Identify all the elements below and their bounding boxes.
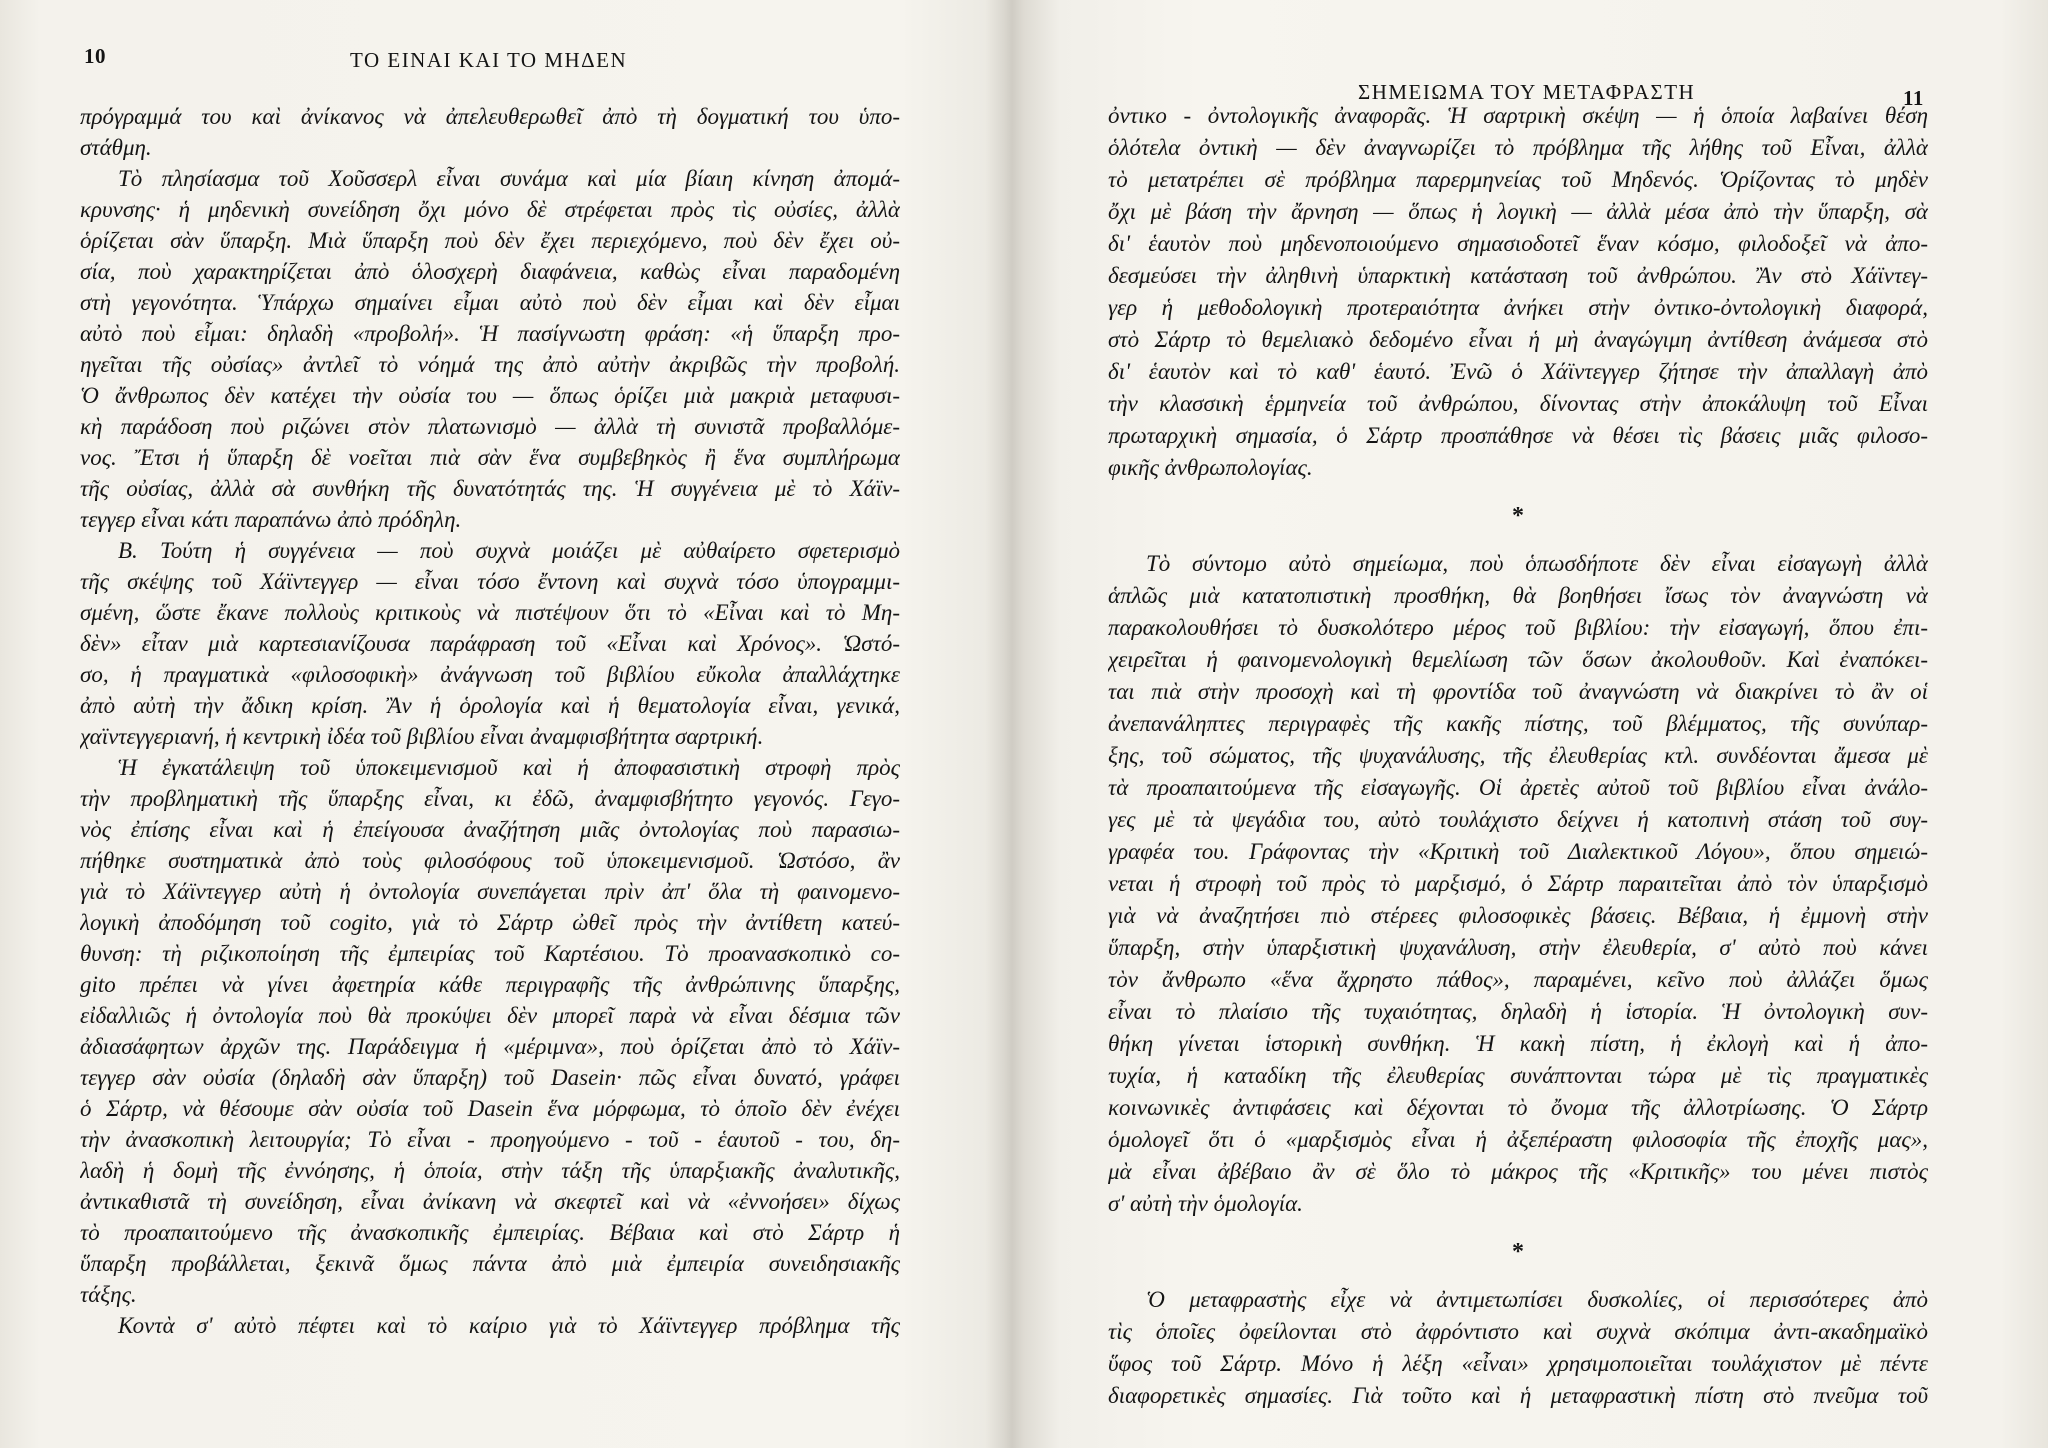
text-line: νὸς ἐπίσης εἶναι καὶ ἡ ἐπείγουσα ἀναζήτηση μιᾶς ὀντολογίας ποὺ παρασιω-: [80, 817, 900, 842]
text-line: γες μὲ τὰ ψεγάδια του, αὐτὸ τουλάχιστο δείχνει ἡ κατοπινὴ στάση τοῦ συγ-: [1108, 807, 1928, 832]
section-separator: *: [1512, 1239, 1524, 1265]
text-line: στὴ γεγονότητα. Ὑπάρχω σημαίνει εἶμαι αὐτὸ ποὺ δὲν εἶμαι καὶ δὲν εἶμαι: [80, 290, 900, 315]
body-text: [80, 101, 900, 1341]
text-line: ηγεῖται τῆς οὐσίας» ἀντλεῖ τὸ νόημά της ἀπὸ αὐτὴν ἀκριβῶς τὴν προβολή.: [80, 352, 900, 377]
text-line: νεται ἡ στροφὴ τοῦ πρὸς τὸ μαρξισμό, ὁ Σάρτρ παραιτεῖται ἀπὸ τὸν ὑπαρξισμὸ: [1108, 871, 1928, 896]
text-line: ται πιὰ στὴν προσοχὴ καὶ τὴ φροντίδα τοῦ ἀναγνώστη νὰ διακρίνει τὸ ἂν οἱ: [1108, 679, 1928, 704]
text-line: σία, ποὺ χαρακτηρίζεται ἀπὸ ὁλοσχερὴ διαφάνεια, καθὼς εἶναι παραδομένη: [80, 259, 900, 284]
text-line: σ' αὐτὴ τὴν ὁμολογία.: [1108, 1191, 1303, 1216]
text-line: ὕφος τοῦ Σάρτρ. Μόνο ἡ λέξη «εἶναι» χρησιμοποιεῖται τουλάχιστον μὲ πέντε: [1108, 1351, 1928, 1376]
text-line: τὴν ἀνασκοπικὴ λειτουργία; Τὸ εἶναι - προηγούμενο - τοῦ - ἑαυτοῦ - του, δη-: [80, 1127, 900, 1152]
text-line: ὕπαρξη προβάλλεται, ξεκινᾶ ὅμως πάντα ἀπὸ μιὰ ἐμπειρία συνειδησιακῆς: [80, 1251, 900, 1276]
text-line: gito πρέπει νὰ γίνει ἀφετηρία κάθε περιγραφῆς τῆς ἀνθρώπινης ὕπαρξης,: [80, 972, 900, 997]
text-line: σμένη, ὥστε ἔκανε πολλοὺς κριτικοὺς νὰ πιστέψουν ὅτι τὸ «Εἶναι καὶ τὸ Μη-: [80, 600, 900, 625]
text-line: τῆς σκέψης τοῦ Χάϊντεγγερ — εἶναι τόσο ἔντονη καὶ συχνὰ τόσο ὑπογραμμι-: [80, 569, 900, 594]
running-head: ΤΟ ΕΙΝΑΙ ΚΑΙ ΤΟ ΜΗΔΕΝ: [350, 48, 628, 72]
text-line: στάθμη.: [80, 135, 152, 160]
text-line: τὸ μετατρέπει σὲ πρόβλημα παρερμηνείας τοῦ Μηδενός. Ὁρίζοντας τὸ μηδὲν: [1108, 167, 1928, 192]
text-line: λογικὴ ἀποδόμηση τοῦ cogito, γιὰ τὸ Σάρτρ ὠθεῖ πρὸς τὴν ἀντίθετη κατεύ-: [80, 910, 900, 935]
text-line: εἰδαλλιῶς ἡ ὀντολογία ποὺ θὰ προκύψει δὲν μπορεῖ παρὰ νὰ εἶναι δέσμια τῶν: [80, 1003, 900, 1028]
text-line: νος. Ἔτσι ἡ ὕπαρξη δὲ νοεῖται πιὰ σὰν ἕνα συμβεβηκὸς ἢ ἕνα συμπλήρωμα: [80, 445, 900, 470]
text-line: γραφέα του. Γράφοντας τὴν «Κριτικὴ τοῦ Διαλεκτικοῦ Λόγου», ὅπου σημειώ-: [1108, 839, 1928, 864]
text-line: πήθηκε συστηματικὰ ἀπὸ τοὺς φιλοσόφους τοῦ ὑποκειμενισμοῦ. Ὡστόσο, ἂν: [80, 848, 900, 873]
text-line: παρακολουθήσει τὸ δυσκολότερο μέρος τοῦ βιβλίου: τὴν εἰσαγωγή, ὅπου ἐπι-: [1108, 615, 1928, 640]
running-head: ΣΗΜΕΙΩΜΑ ΤΟΥ ΜΕΤΑΦΡΑΣΤΗ: [1358, 80, 1696, 104]
text-line: ἀντικαθιστᾶ τὴ συνείδηση, εἶναι ἀνίκανη νὰ σκεφτεῖ καὶ νὰ «ἐννοήσει» δίχως: [80, 1189, 900, 1214]
text-line: κοινωνικὲς ἀντιφάσεις καὶ δέχονται τὸ ὄνομα τῆς ἀλλοτρίωσης. Ὁ Σάρτρ: [1108, 1095, 1928, 1120]
body-text: [1108, 100, 1928, 1412]
text-line: φικῆς ἀνθρωπολογίας.: [1108, 455, 1313, 480]
text-line: δι' ἑαυτὸν καὶ τὸ καθ' ἑαυτό. Ἐνῶ ὁ Χάϊντεγγερ ζήτησε τὴν ἀπαλλαγὴ ἀπὸ: [1108, 359, 1928, 384]
text-line: τυχία, ἡ καταδίκη τῆς ἐλευθερίας συνάπτονται τώρα μὲ τὶς πραγματικὲς: [1108, 1063, 1928, 1088]
text-line: τὰ προαπαιτούμενα τῆς εἰσαγωγῆς. Οἱ ἀρετὲς αὐτοῦ τοῦ βιβλίου εἶναι ἀνάλο-: [1108, 775, 1928, 800]
text-line: ξης, τοῦ σώματος, τῆς ψυχανάλυσης, τῆς ἐλευθερίας κτλ. συνδέονται ἄμεσα μὲ: [1108, 743, 1928, 768]
text-line: μὰ εἶναι ἀβέβαιο ἂν σὲ ὅλο τὸ μάκρος τῆς «Κριτικῆς» του μένει πιστὸς: [1108, 1159, 1928, 1184]
text-line: κὴ παράδοση ποὺ ριζώνει στὸν πλατωνισμὸ — ἀλλὰ τὴ συνιστᾶ προβαλλόμε-: [80, 414, 900, 439]
text-line: πρόγραμμά του καὶ ἀνίκανος νὰ ἀπελευθερωθεῖ ἀπὸ τὴ δογματική του ὑπο-: [80, 104, 900, 129]
text-line: ὁρίζεται σὰν ὕπαρξη. Μιὰ ὕπαρξη ποὺ δὲν ἔχει περιεχόμενο, ποὺ δὲν ἔχει οὐ-: [80, 228, 900, 253]
paragraph: [1108, 548, 1928, 1220]
text-line: ὁλότελα ὀντικὴ — δὲν ἀναγνωρίζει τὸ πρόβλημα τῆς λήθης τοῦ Εἶναι, ἀλλὰ: [1108, 135, 1928, 160]
text-line: κρυνσης· ἡ μηδενικὴ συνείδηση ὄχι μόνο δὲ στρέφεται πρὸς τὶς οὐσίες, ἀλλὰ: [80, 197, 900, 222]
text-line: λαδὴ ἡ δομὴ τῆς ἐννόησης, ἡ ὁποία, στὴν τάξη τῆς ὑπαρξιακῆς ἀναλυτικῆς,: [80, 1158, 900, 1183]
text-line: ἀδιασάφητων ἀρχῶν της. Παράδειγμα ἡ «μέριμνα», ποὺ ὁρίζεται ἀπὸ τὸ Χάϊν-: [80, 1034, 900, 1059]
text-line: τῆς οὐσίας, ἀλλὰ σὰ συνθήκη τῆς δυνατότητάς της. Ἡ συγγένεια μὲ τὸ Χάϊν-: [80, 476, 900, 501]
text-line: γιὰ τὸ Χάϊντεγγερ αὐτὴ ἡ ὀντολογία συνεπάγεται πρὶν ἀπ' ὅλα τὴ φαινομενο-: [80, 879, 900, 904]
text-line: ἀνεπανάληπτες περιγραφὲς τῆς κακῆς πίστης, τοῦ βλέμματος, τῆς συνύπαρ-: [1108, 711, 1928, 736]
text-line: χειρεῖται ἡ φαινομενολογικὴ θεμελίωση τῶν ὅσων ἀκολουθοῦν. Καὶ ἐναπόκει-: [1108, 647, 1928, 672]
text-line: τάξης.: [80, 1282, 137, 1307]
text-line: ἁπλῶς μιὰ κατατοπιστικὴ προσθήκη, θὰ βοηθήσει ἴσως τὸν ἀναγνώστη νὰ: [1108, 583, 1928, 608]
text-line: ὁμολογεῖ ὅτι ὁ «μαρξισμὸς εἶναι ἡ ἀξεπέραστη φιλοσοφία τῆς ἐποχῆς μας»,: [1108, 1127, 1928, 1152]
paragraph: [1108, 1284, 1928, 1412]
text-line: δι' ἑαυτὸν ποὺ μηδενοποιούμενο σημασιοδοτεῖ ἕναν κόσμο, φιλοδοξεῖ νὰ ἀπο-: [1108, 231, 1928, 256]
text-line: Ἡ ἐγκατάλειψη τοῦ ὑποκειμενισμοῦ καὶ ἡ ἀποφασιστικὴ στροφὴ πρὸς: [118, 755, 900, 780]
text-line: Β. Τούτη ἡ συγγένεια — ποὺ συχνὰ μοιάζει μὲ αὐθαίρετο σφετερισμὸ: [118, 538, 900, 563]
text-line: τὶς ὁποῖες ὀφείλονται στὸ ἀφρόντιστο καὶ συχνὰ σκόπιμα ἀντι-ακαδημαϊκὸ: [1108, 1319, 1928, 1344]
text-line: ὁ Σάρτρ, νὰ θέσουμε σὰν οὐσία τοῦ Dasein ἕνα μόρφωμα, τὸ ὁποῖο δὲν ἐνέχει: [80, 1096, 900, 1121]
text-line: στὸ Σάρτρ τὸ θεμελιακὸ δεδομένο εἶναι ἡ μὴ ἀναγώγιμη ἀντίθεση ἀνάμεσα στὸ: [1108, 327, 1928, 352]
page-number: 10: [84, 44, 106, 68]
text-line: ὀντικο - ὀντολογικῆς ἀναφορᾶς. Ἡ σαρτρικὴ σκέψη — ἡ ὁποία λαβαίνει θέση: [1108, 103, 1928, 128]
paragraph: [80, 101, 900, 163]
text-line: τὴν κλασσικὴ ἑρμηνεία τοῦ ἀνθρώπου, δίνοντας στὴν ἀποκάλυψη τοῦ Εἶναι: [1108, 391, 1928, 416]
text-line: ὕπαρξη, στὴν ὑπαρξιστικὴ ψυχανάλυση, στὴν ἐλευθερία, σ' αὐτὸ ποὺ κάνει: [1108, 935, 1928, 960]
paragraph: [80, 535, 900, 752]
text-line: τεγγερ εἶναι κάτι παραπάνω ἀπὸ πρόδηλη.: [80, 507, 462, 532]
text-line: εἶναι τὸ πλαίσιο τῆς τυχαιότητας, δηλαδὴ ἡ ἱστορία. Ἡ ὀντολογικὴ συν-: [1108, 999, 1928, 1024]
text-line: τεγγερ σὰν οὐσία (δηλαδὴ σὰν ὕπαρξη) τοῦ Dasein· πῶς εἶναι δυνατό, γράφει: [80, 1065, 900, 1090]
text-line: τὴν προβληματικὴ τῆς ὕπαρξης εἶναι, κι ἐδῶ, ἀναμφισβήτητο γεγονός. Γεγο-: [80, 786, 900, 811]
text-line: γιὰ νὰ ἀναζητήσει πιὸ στέρεες φιλοσοφικὲς βάσεις. Βέβαια, ἡ ἐμμονὴ στὴν: [1108, 903, 1928, 928]
left-page: [80, 0, 910, 1448]
text-line: θήκη γίνεται ἱστορικὴ συνθήκη. Ἡ κακὴ πίστη, ἡ ἐκλογὴ καὶ ἡ ἀπο-: [1108, 1031, 1928, 1056]
text-line: ὄχι μὲ βάση τὴν ἄρνηση — ὅπως ἡ λογικὴ — ἀλλὰ μέσα ἀπὸ τὴν ὕπαρξη, σὰ: [1108, 199, 1928, 224]
text-line: Κοντὰ σ' αὐτὸ πέφτει καὶ τὸ καίριο γιὰ τὸ Χάϊντεγγερ πρόβλημα τῆς: [118, 1313, 900, 1338]
page-number: 11: [1903, 86, 1924, 110]
paragraph: [80, 1310, 900, 1341]
text-line: Ὁ ἄνθρωπος δὲν κατέχει τὴν οὐσία του — ὅπως ὁρίζει μιὰ μακριὰ μεταφυσι-: [80, 383, 900, 408]
text-line: διαφορετικὲς σημασίες. Γιὰ τοῦτο καὶ ἡ μεταφραστικὴ πίστη στὸ πνεῦμα τοῦ: [1108, 1383, 1928, 1408]
text-line: σο, ἡ πραγματικὰ «φιλοσοφικὴ» ἀνάγνωση τοῦ βιβλίου εὔκολα ἀπαλλάχτηκε: [80, 662, 900, 687]
text-line: χαϊντεγγεριανή, ἡ κεντρικὴ ἰδέα τοῦ βιβλίου εἶναι ἀναμφισβήτητα σαρτρική.: [80, 724, 764, 749]
text-line: θυνση: τὴ ριζικοποίηση τῆς ἐμπειρίας τοῦ Καρτέσιου. Τὸ προανασκοπικὸ co-: [80, 941, 900, 966]
text-line: τὸν ἄνθρωπο «ἕνα ἄχρηστο πάθος», παραμένει, κεῖνο ποὺ ἀλλάζει ὅμως: [1108, 967, 1928, 992]
text-line: δεσμεύσει τὴν ἀληθινὴ ὑπαρκτικὴ κατάσταση τοῦ ἀνθρώπου. Ἂν στὸ Χάϊντεγ-: [1108, 263, 1928, 288]
text-line: Τὸ σύντομο αὐτὸ σημείωμα, ποὺ ὁπωσδήποτε δὲν εἶναι εἰσαγωγὴ ἀλλὰ: [1146, 551, 1928, 576]
paragraph: [80, 752, 900, 1310]
text-line: Τὸ πλησίασμα τοῦ Χοῦσσερλ εἶναι συνάμα καὶ μία βίαιη κίνηση ἀπομά-: [118, 166, 900, 191]
text-line: γερ ἡ μεθοδολογικὴ προτεραιότητα ἀνήκει στὴν ὀντικο-ὀντολογικὴ διαφορά,: [1108, 295, 1928, 320]
text-line: δὲν» εἶταν μιὰ καρτεσιανίζουσα παράφραση τοῦ «Εἶναι καὶ Χρόνος». Ὡστό-: [80, 631, 900, 656]
text-line: Ὁ μεταφραστὴς εἶχε νὰ ἀντιμετωπίσει δυσκολίες, οἱ περισσότερες ἀπὸ: [1146, 1287, 1928, 1312]
right-page: [1108, 0, 1938, 1448]
text-line: πρωταρχικὴ σημασία, ὁ Σάρτρ προσπάθησε νὰ θέσει τὶς βάσεις μιᾶς φιλοσο-: [1108, 423, 1928, 448]
text-line: αὐτὸ ποὺ εἶμαι: δηλαδὴ «προβολή». Ἡ πασίγνωστη φράση: «ἡ ὕπαρξη προ-: [80, 321, 900, 346]
text-line: ἀπὸ αὐτὴ τὴν ἄδικη κρίση. Ἂν ἡ ὁρολογία καὶ ἡ θεματολογία εἶναι, γενικά,: [80, 693, 900, 718]
text-line: τὸ προαπαιτούμενο τῆς ἀνασκοπικῆς ἐμπειρίας. Βέβαια καὶ στὸ Σάρτρ ἡ: [80, 1220, 900, 1245]
paragraph: [1108, 100, 1928, 484]
paragraph: [80, 163, 900, 535]
section-separator: *: [1512, 503, 1524, 529]
